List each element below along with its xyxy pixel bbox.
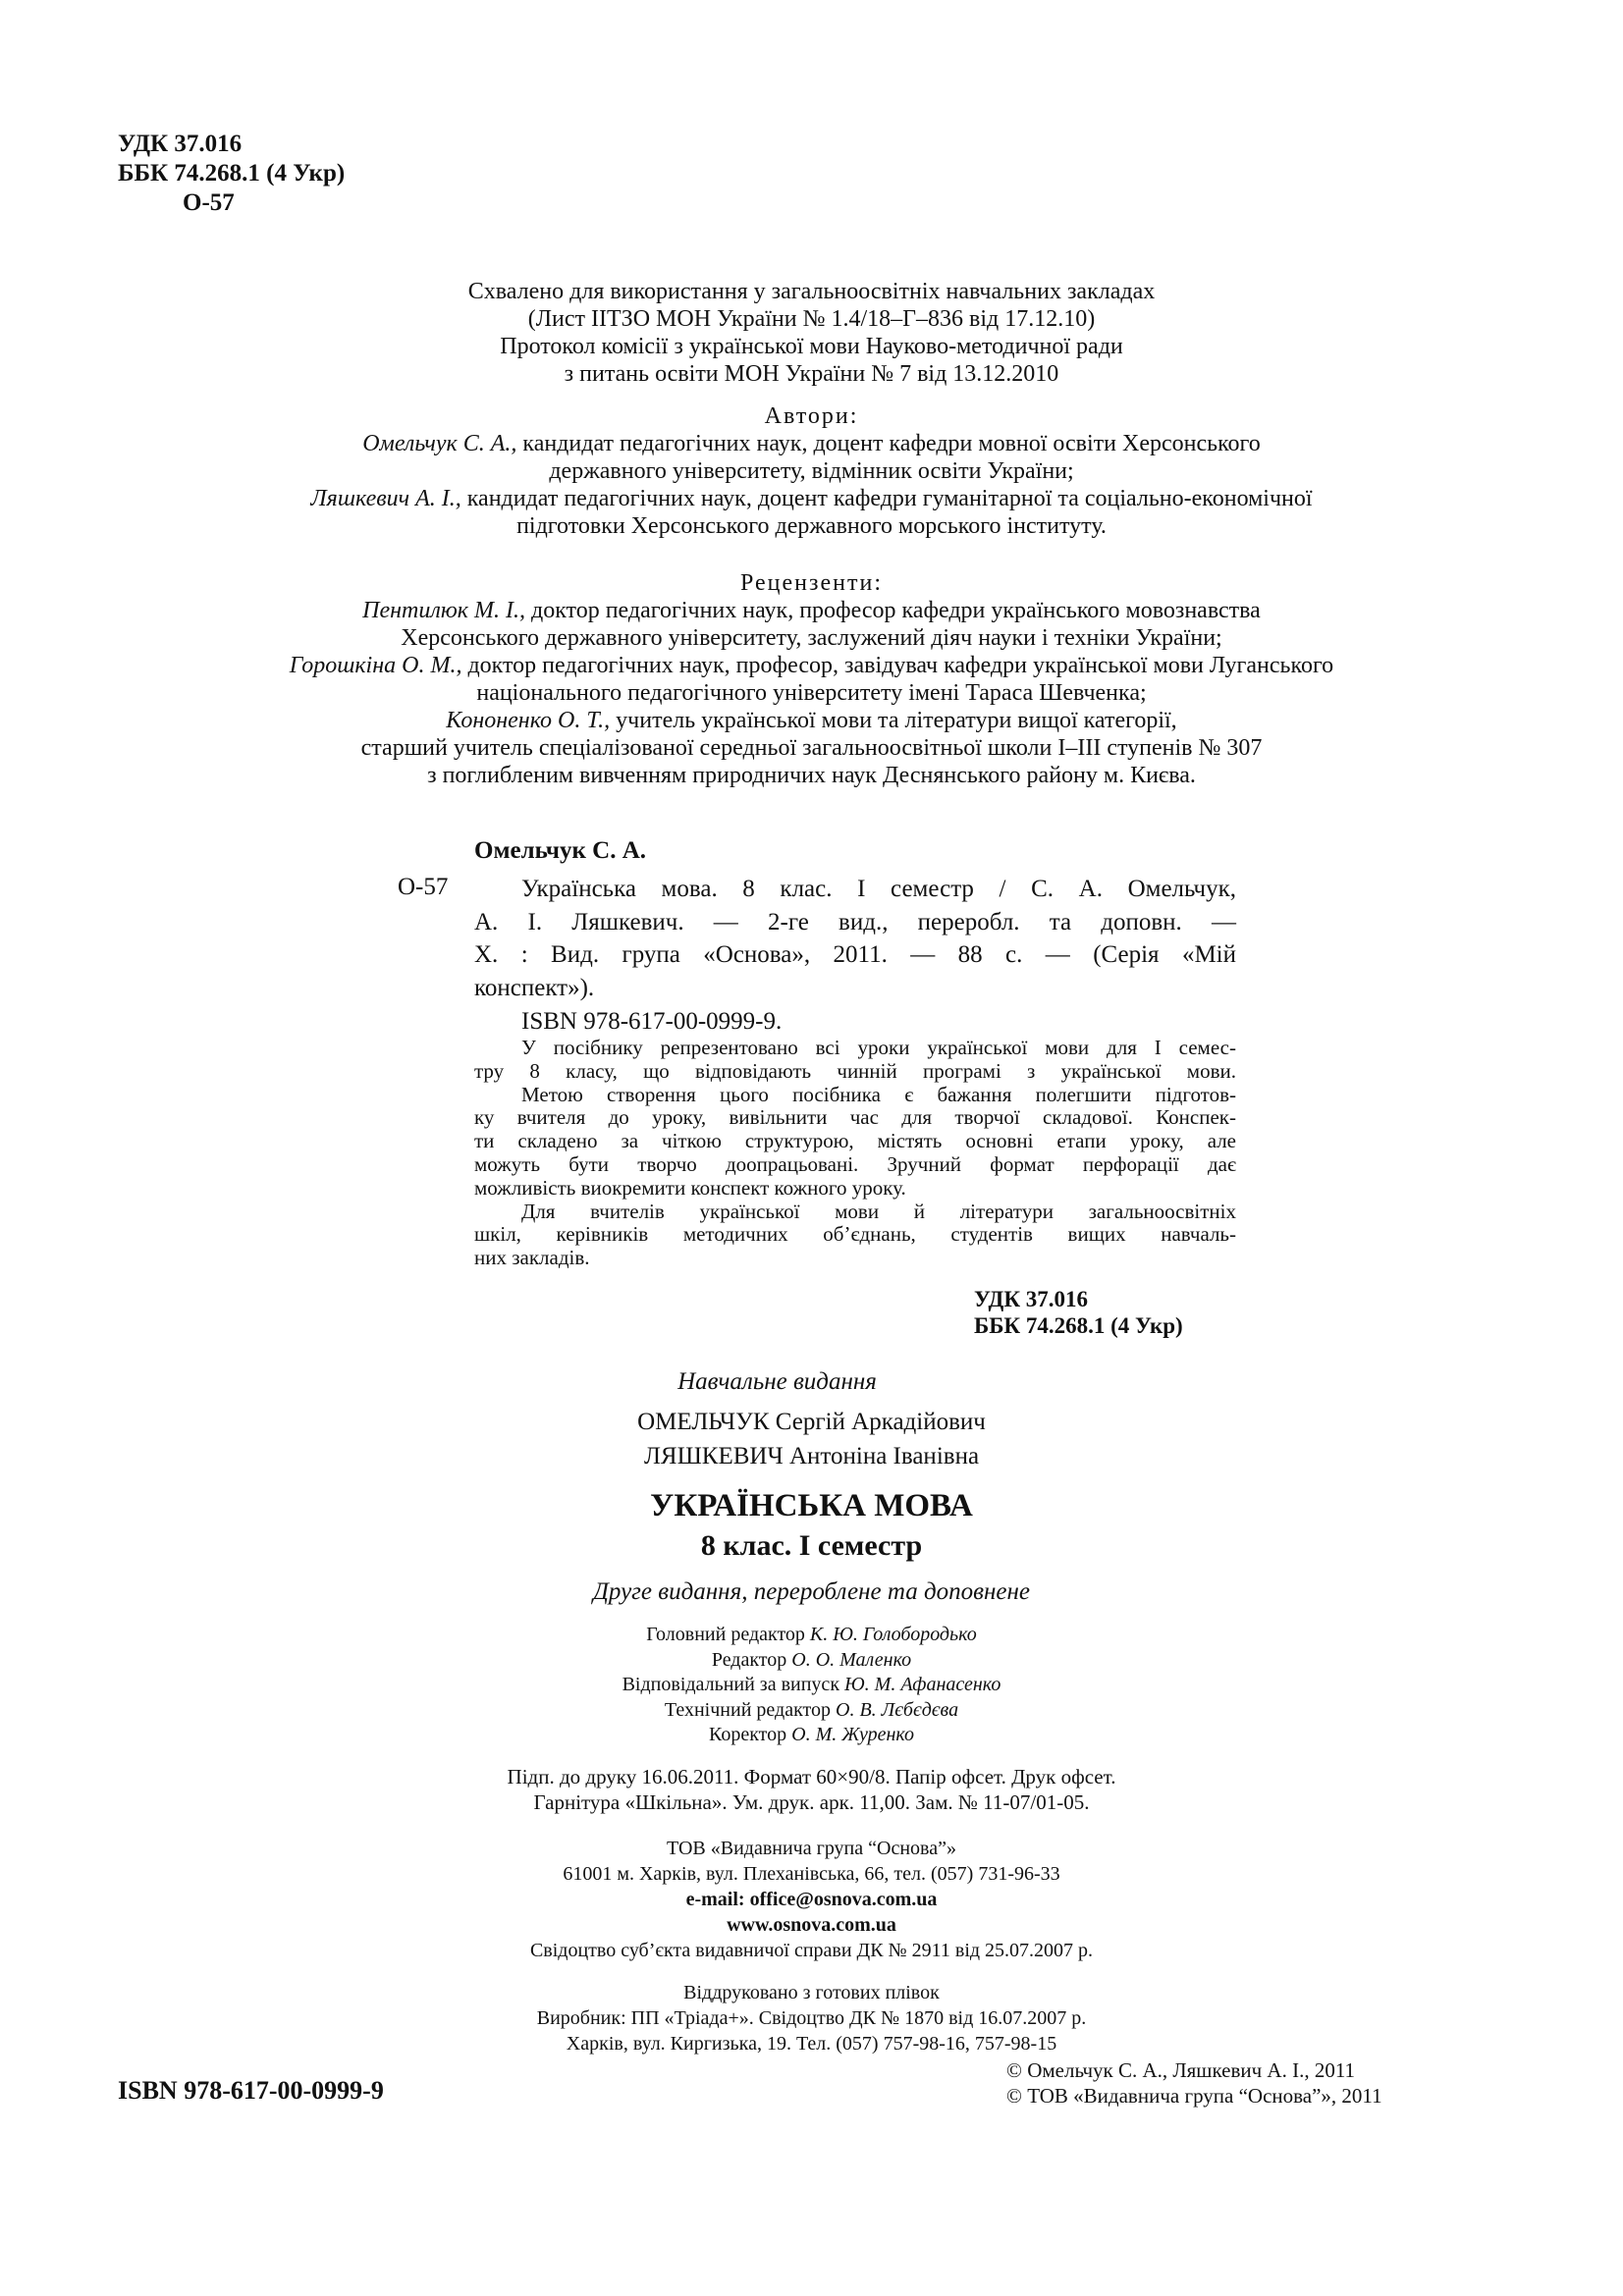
edition-type: Навчальне видання [677, 1368, 877, 1395]
book-title: УКРАЇНСЬКА МОВА [650, 1488, 973, 1523]
publisher-address: 61001 м. Харків, вул. Плеханівська, 66, тел. (057) 731-96-33 [563, 1863, 1060, 1885]
staff-role: Редактор [711, 1648, 787, 1671]
catalog-classification [974, 1286, 1183, 1339]
reviewer-desc-cont: національного педагогічного університету імені Тараса Шевченка; [476, 680, 1147, 706]
author-desc-cont: підготовки Херсонського державного морського інституту. [516, 513, 1107, 539]
staff-line [0, 1673, 1623, 1698]
catalog-bbk: ББК 74.268.1 (4 Укр) [974, 1313, 1183, 1338]
reviewer-desc-cont: з поглибленим вивченням природничих наук Деснянського району м. Києва. [427, 763, 1196, 788]
staff-name: К. Ю. Голобородько [809, 1624, 977, 1645]
author-entry [0, 430, 1623, 457]
staff-line [0, 1723, 1623, 1748]
catalog-desc-line: конспект»). [474, 974, 595, 1001]
approval-line: Схвалено для використання у загальноосвітніх навчальних закладах [467, 279, 1156, 304]
print-info [0, 1764, 1623, 1815]
author-desc: кандидат педагогічних наук, доцент кафедри мовної освіти Херсонського [522, 431, 1261, 456]
classification-block [118, 130, 345, 218]
staff-role: Коректор [709, 1724, 787, 1746]
reviewer-entry [0, 707, 1623, 734]
approval-line: (Лист ІІТЗО МОН України № 1.4/18–Г–836 від 17.12.10) [527, 306, 1096, 332]
reviewer-name: Пентилюк М. І., [362, 598, 525, 623]
copyright-line: © Омельчук С. А., Ляшкевич А. І., 2011 [1006, 2058, 1356, 2082]
reviewer-desc: доктор педагогічних наук, професор кафедри українського мовознавства [530, 598, 1261, 623]
copyright-line: © ТОВ «Видавнича група “Основа”», 2011 [1006, 2084, 1382, 2108]
staff-name: О. В. Лєбєдєва [836, 1698, 959, 1721]
edition-note: Друге видання, перероблене та доповнене [593, 1578, 1030, 1605]
printer-block [0, 1980, 1623, 2056]
reviewer-name: Кононенко О. Т., [446, 708, 611, 733]
abstract-line: У посібнику репрезентовано всі уроки української мови для І семес- [521, 1036, 1236, 1059]
print-info-line: Гарнітура «Шкільна». Ум. друк. арк. 11,00. Зам. № 11-07/01-05. [533, 1790, 1090, 1814]
edition-author: ЛЯШКЕВИЧ Антоніна Іванівна [643, 1443, 980, 1469]
abstract-line: Метою створення цього посібника є бажання полегшити підготов- [521, 1082, 1236, 1106]
copyright-block [1006, 2057, 1382, 2109]
reviewer-entry [0, 652, 1623, 679]
abstract-line: можливість виокремити конспект кожного уроку. [474, 1175, 906, 1200]
catalog-code: О-57 [398, 874, 449, 900]
catalog-isbn: ISBN 978-617-00-0999-9. [521, 1008, 783, 1035]
footer-isbn: ISBN 978-617-00-0999-9 [118, 2076, 384, 2105]
catalog-desc-line: А. І. Ляшкевич. — 2-ге вид., переробл. та доповн. — [474, 908, 1236, 935]
staff-name: Ю. М. Афанасенко [844, 1674, 1001, 1696]
author-name: Омельчук С. А., [362, 431, 517, 456]
abstract-line: ку вчителя до уроку, вивільнити час для творчої складової. Конспек- [474, 1105, 1236, 1130]
abstract-line: Для вчителів української мови й літератури загальноосвітніх [521, 1199, 1236, 1223]
book-subtitle: 8 клас. І семестр [700, 1529, 923, 1562]
reviewer-desc: доктор педагогічних наук, професор, завідувач кафедри української мови Луганського [467, 653, 1334, 678]
reviewer-desc-cont: Херсонського державного університету, заслужений діяч науки і техніки України; [401, 625, 1222, 651]
author-desc: кандидат педагогічних наук, доцент кафедри гуманітарної та соціально-економічної [466, 486, 1313, 511]
staff-line [0, 1623, 1623, 1648]
author-code: О-57 [183, 189, 235, 216]
catalog-desc-line: Х. : Вид. група «Основа», 2011. — 88 с. — (Серія «Мій [474, 941, 1236, 968]
staff-block [0, 1623, 1623, 1748]
edition-authors [0, 1405, 1623, 1473]
catalog-abstract [474, 1037, 1236, 1270]
catalog-author-heading: Омельчук С. А. [474, 837, 647, 864]
approval-line: з питань освіти МОН України № 7 від 13.12.2010 [564, 361, 1059, 387]
author-entry [0, 485, 1623, 512]
staff-name: О. О. Маленко [791, 1648, 912, 1671]
staff-line [0, 1648, 1623, 1674]
author-desc-cont: державного університету, відмінник освіти України; [549, 458, 1074, 484]
reviewer-name: Горошкіна О. М., [289, 653, 462, 678]
abstract-line: можуть бути творчо доопрацьовані. Зручний формат перфорації дає [474, 1151, 1236, 1176]
staff-role: Головний редактор [646, 1624, 805, 1645]
catalog-udk: УДК 37.016 [974, 1287, 1089, 1311]
approval-block [0, 278, 1623, 388]
author-name: Ляшкевич А. І., [310, 486, 461, 511]
reviewer-entry [0, 597, 1623, 624]
publisher-name: ТОВ «Видавнича група “Основа”» [667, 1838, 956, 1859]
staff-role: Технічний редактор [664, 1698, 831, 1721]
catalog-desc-line: Українська мова. 8 клас. І семестр / С. А. Омельчук, [521, 876, 1236, 902]
reviewer-desc: учитель української мови та літератури вищої категорії, [616, 708, 1177, 733]
approval-line: Протокол комісії з української мови Науково-методичної ради [500, 334, 1123, 359]
bbk-code: ББК 74.268.1 (4 Укр) [118, 160, 346, 187]
printer-line: Віддруковано з готових плівок [683, 1982, 940, 2003]
staff-name: О. М. Журенко [791, 1724, 914, 1746]
reviewers-block [0, 569, 1623, 789]
edition-author: ОМЕЛЬЧУК Сергій Аркадійович [637, 1409, 986, 1435]
udk-code: УДК 37.016 [118, 131, 243, 157]
print-info-line: Підп. до друку 16.06.2011. Формат 60×90/8. Папір офсет. Друк офсет. [507, 1765, 1116, 1789]
staff-line [0, 1698, 1623, 1724]
publisher-block [0, 1836, 1623, 1963]
abstract-line: тру 8 класу, що відповідають чинній програмі з української мови. [474, 1058, 1236, 1083]
abstract-line: шкіл, керівників методичних об’єднань, студентів вищих навчаль- [474, 1222, 1236, 1247]
publisher-certificate: Свідоцтво суб’єкта видавничої справи ДК № 2911 від 25.07.2007 р. [529, 1940, 1094, 1961]
catalog-description [474, 873, 1236, 1040]
reviewers-heading: Рецензенти: [740, 570, 883, 596]
publisher-website: www.osnova.com.ua [727, 1914, 896, 1936]
authors-block [0, 402, 1623, 540]
printer-line: Виробник: ПП «Тріада+». Свідоцтво ДК № 1870 від 16.07.2007 р. [536, 2007, 1087, 2029]
authors-heading: Автори: [764, 403, 859, 429]
printer-line: Харків, вул. Киргизька, 19. Тел. (057) 757-98-16, 757-98-15 [566, 2033, 1057, 2055]
staff-role: Відповідальний за випуск [622, 1674, 840, 1696]
publisher-email: e-mail: office@osnova.com.ua [685, 1889, 938, 1910]
reviewer-desc-cont: старший учитель спеціалізованої середньої загальноосвітньої школи І–ІІІ ступенів № 307 [360, 735, 1263, 761]
abstract-line: них закладів. [474, 1246, 590, 1270]
abstract-line: ти складено за чіткою структурою, містять основні етапи уроку, але [474, 1129, 1236, 1153]
